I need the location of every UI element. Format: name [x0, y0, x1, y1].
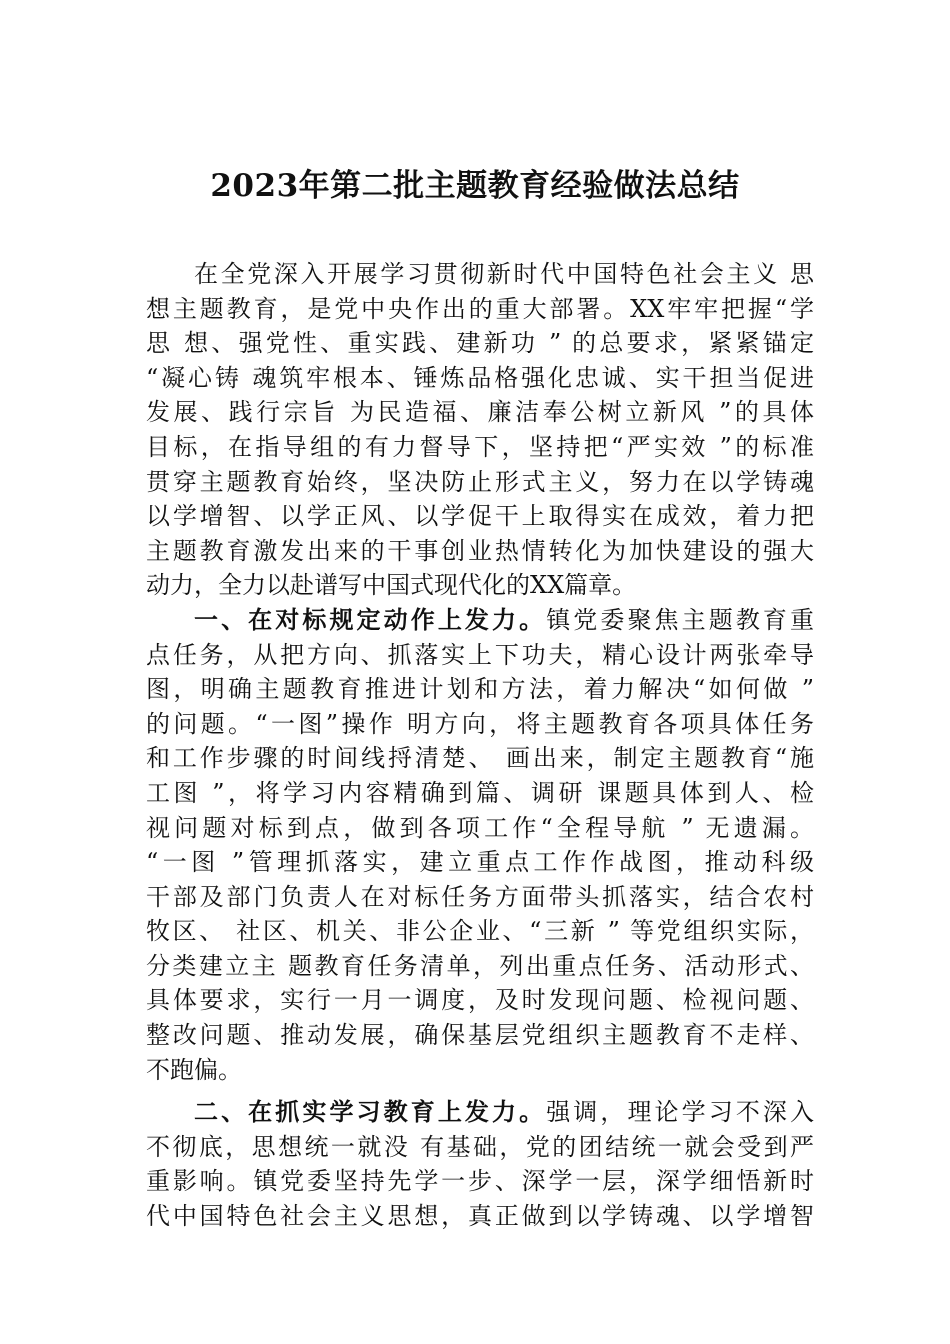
paragraph-line: 具体要求，实行一月一调度，及时发现问题、检视问题、	[146, 986, 814, 1015]
paragraph-line: 思 想、强党性、重实践、建新功 ” 的总要求，紧紧锚定	[146, 329, 814, 358]
section-text: 强调，理论学习不深入	[546, 1098, 815, 1127]
paragraph-line: 想主题教育，是党中央作出的重大部署。XX牢牢把握“学	[146, 294, 814, 323]
paragraph-line: 在全党深入开展学习贯彻新时代中国特色社会主义 思	[194, 260, 814, 288]
paragraph-line: 图，明确主题教育推进计划和方法，着力解决“如何做 ”	[146, 675, 814, 704]
paragraph-line: 视问题对标到点，做到各项工作“全程导航 ” 无遗漏。	[146, 813, 814, 842]
paragraph-intro	[146, 257, 814, 603]
paragraph-line: 不彻底，思想统一就没 有基础，党的团结统一就会受到严	[146, 1132, 814, 1161]
section-text: 镇党委聚焦主题教育重	[546, 605, 815, 634]
section-two	[146, 1095, 814, 1233]
paragraph-line: 不跑偏。	[146, 1055, 242, 1084]
document-body	[146, 257, 814, 1234]
page-title: 2023年第二批主题教育经验做法总结	[210, 168, 740, 204]
section-first-line	[146, 603, 814, 638]
paragraph-line: 牧区、 社区、机关、非公企业、“三新 ” 等党组织实际，	[146, 917, 814, 946]
section-one	[146, 603, 814, 1087]
paragraph-line: “凝心铸 魂筑牢根本、锤炼品格强化忠诚、实干担当促进	[146, 363, 814, 392]
paragraph-line: 和工作步骤的时间线捋清楚、 画出来，制定主题教育“施	[146, 744, 814, 773]
section-first-line	[146, 1095, 814, 1130]
paragraph-line: 分类建立主 题教育任务清单，列出重点任务、活动形式、	[146, 951, 814, 980]
paragraph-line: 发展、践行宗旨 为民造福、廉洁奉公树立新风 ”的具体	[146, 398, 814, 427]
paragraph-line: 重影响。镇党委坚持先学一步、深学一层，深学细悟新时	[146, 1167, 814, 1196]
paragraph-line: 工图 ”，将学习内容精确到篇、调研 课题具体到人、检	[146, 778, 814, 807]
paragraph-line: 以学增智、以学正风、以学促干上取得实在成效，着力把	[146, 502, 814, 531]
paragraph-line: 整改问题、推动发展，确保基层党组织主题教育不走样、	[146, 1021, 814, 1050]
paragraph-line: 干部及部门负责人在对标任务方面带头抓落实，结合农村	[146, 882, 814, 911]
paragraph-line: 贯穿主题教育始终，坚决防止形式主义，努力在以学铸魂	[146, 467, 814, 496]
section-heading: 一、在对标规定动作上发力。	[194, 604, 547, 634]
paragraph-line: 点任务，从把方向、抓落实上下功夫，精心设计两张牵导	[146, 640, 814, 669]
paragraph-line: 主题教育激发出来的干事创业热情转化为加快建设的强大	[146, 536, 814, 565]
paragraph-line: “一图 ”管理抓落实，建立重点工作作战图，推动科级	[146, 848, 814, 877]
section-heading: 二、在抓实学习教育上发力。	[194, 1097, 547, 1127]
paragraph-line: 动力，全力以赴谱写中国式现代化的XX篇章。	[146, 571, 637, 600]
paragraph-line: 目标，在指导组的有力督导下，坚持把“严实效 ”的标准	[146, 432, 814, 461]
paragraph-line: 代中国特色社会主义思想，真正做到以学铸魂、以学增智	[146, 1202, 814, 1231]
paragraph-line: 的问题。“一图”操作 明方向，将主题教育各项具体任务	[146, 709, 814, 738]
section-gap	[146, 1087, 814, 1095]
